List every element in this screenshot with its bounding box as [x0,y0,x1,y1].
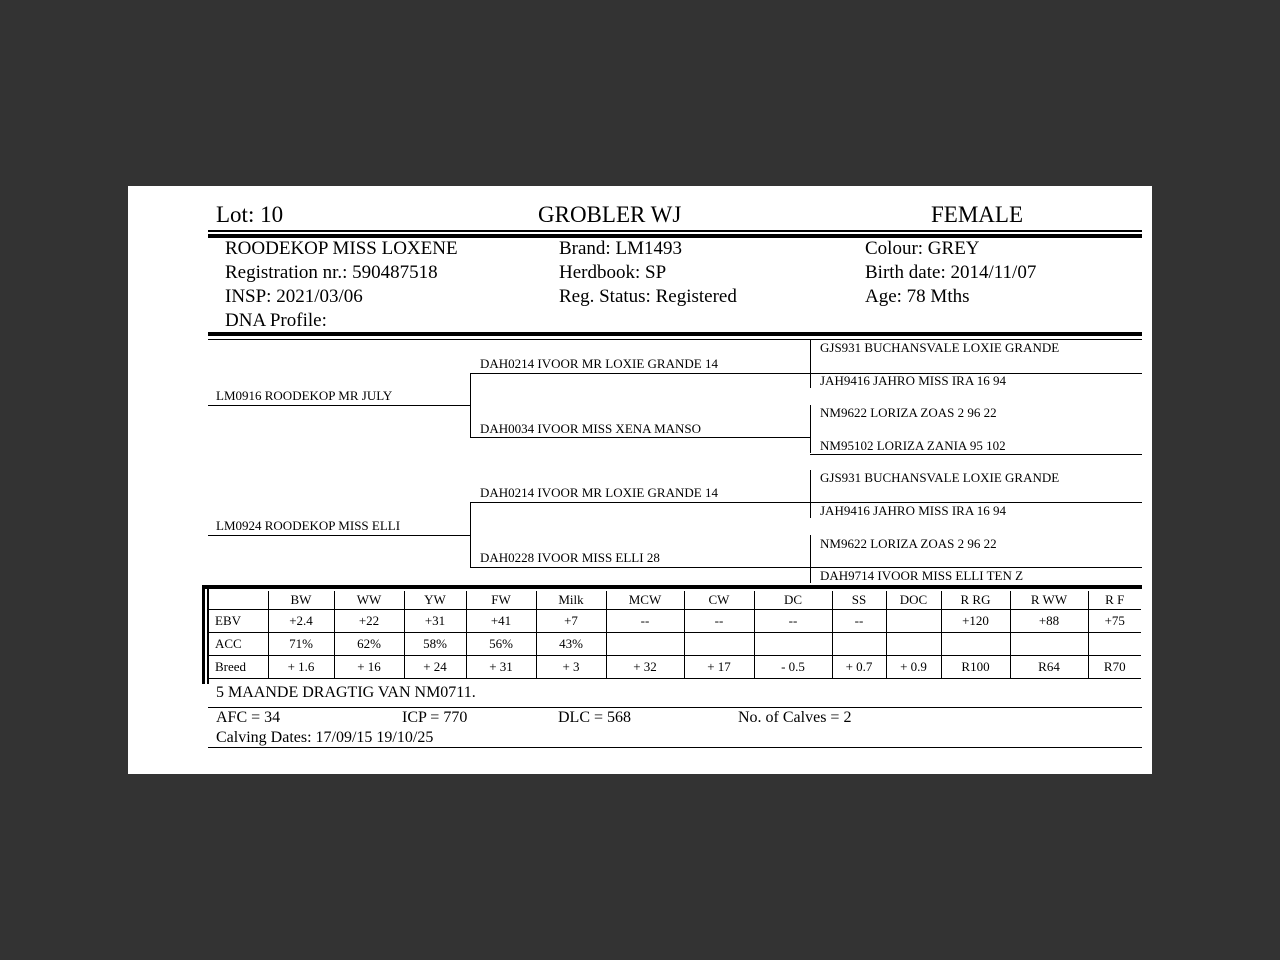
breed-cell: + 32 [606,656,684,679]
dam: LM0924 ROODEKOP MISS ELLI [216,518,401,533]
ebv-cell: +41 [466,610,536,633]
colour: Colour: GREY [865,238,980,259]
dam-dam: DAH0228 IVOOR MISS ELLI 28 [480,550,660,565]
sire-line [208,405,470,406]
info-rule-thick [208,332,1142,336]
ggp-bracket-3 [810,470,811,518]
ebv-row [209,610,1141,633]
remarks: 5 MAANDE DRAGTIG VAN NM0711. [216,684,476,701]
calving-dates: Calving Dates: 17/09/15 19/10/25 [216,729,434,746]
ebv-header-cell: FW [466,591,536,610]
ebv-header-cell: R WW [1010,591,1088,610]
ggp-7: NM9622 LORIZA ZOAS 2 96 22 [820,536,997,551]
ebv-header-cell: SS [832,591,886,610]
breed-cell: R70 [1088,656,1141,679]
registration-number: Registration nr.: 590487518 [225,262,438,283]
birth-date: Birth date: 2014/11/07 [865,262,1037,283]
breeder-name: GROBLER WJ [538,202,682,227]
breed-cell: + 1.6 [268,656,334,679]
herdbook: Herdbook: SP [559,262,667,283]
ebv-row-label: EBV [209,610,268,633]
ebv-cell: +2.4 [268,610,334,633]
ebv-cell: +88 [1010,610,1088,633]
ebv-header-cell: MCW [606,591,684,610]
breed-cell: + 3 [536,656,606,679]
acc-cell [886,633,941,656]
bottom-rule [208,747,1142,748]
ebv-cell: -- [606,610,684,633]
acc-cell: 43% [536,633,606,656]
ebv-rule-left-outer [202,585,205,684]
acc-cell: 62% [334,633,404,656]
ggp-4: NM95102 LORIZA ZANIA 95 102 [820,438,1006,453]
number-of-calves: No. of Calves = 2 [738,709,852,726]
ebv-cell: -- [832,610,886,633]
ggp-divider-2 [810,454,1142,455]
ggp-5: GJS931 BUCHANSVALE LOXIE GRANDE [820,470,1060,485]
ebv-header-cell: DOC [886,591,941,610]
ggp-bracket-4 [810,535,811,583]
inspection-date: INSP: 2021/03/06 [225,286,363,307]
ggp-2: JAH9416 JAHRO MISS IRA 16 94 [820,373,1006,388]
breed-cell: + 0.9 [886,656,941,679]
animal-name: ROODEKOP MISS LOXENE [225,238,458,259]
dam-sire: DAH0214 IVOOR MR LOXIE GRANDE 14 [480,485,718,500]
dam-sire-line [470,502,810,503]
acc-cell: 56% [466,633,536,656]
registration-status: Reg. Status: Registered [559,286,737,307]
ebv-header-cell: R F [1088,591,1141,610]
ebv-header-cell: Milk [536,591,606,610]
acc-cell [941,633,1010,656]
ebv-cell [886,610,941,633]
acc-row [209,633,1141,656]
ebv-header-cell: YW [404,591,466,610]
ebv-cell: +120 [941,610,1010,633]
ebv-cell: -- [684,610,754,633]
ggp-8: DAH9714 IVOOR MISS ELLI TEN Z [820,568,1024,583]
breed-cell: - 0.5 [754,656,832,679]
animal-sex: FEMALE [931,202,1023,227]
breed-row-label: Breed [209,656,268,679]
ebv-header-cell: BW [268,591,334,610]
acc-cell [1088,633,1141,656]
ggp-6: JAH9416 JAHRO MISS IRA 16 94 [820,503,1006,518]
ebv-cell: +7 [536,610,606,633]
age: Age: 78 Mths [865,286,970,307]
sire: LM0916 ROODEKOP MR JULY [216,388,393,403]
acc-cell [754,633,832,656]
ebv-header-cell: CW [684,591,754,610]
breed-cell: + 24 [404,656,466,679]
remarks-rule [208,707,1142,708]
acc-cell [606,633,684,656]
dam-bracket [470,502,471,567]
ebv-table [209,591,1141,679]
breed-row [209,656,1141,679]
breed-cell: + 16 [334,656,404,679]
sire-dam-line [470,437,810,438]
dam-line [208,535,470,536]
ebv-header-cell [209,591,268,610]
dlc: DLC = 568 [558,709,632,726]
dam-dam-line [470,567,810,568]
sire-bracket [470,373,471,438]
ebv-header-row [209,591,1141,610]
ebv-cell: +75 [1088,610,1141,633]
breed-cell: + 0.7 [832,656,886,679]
header-rule-thin [208,230,1142,232]
brand: Brand: LM1493 [559,238,682,259]
acc-cell [684,633,754,656]
ebv-header-cell: DC [754,591,832,610]
breed-cell: R64 [1010,656,1088,679]
dna-profile: DNA Profile: [225,310,327,331]
acc-cell [1010,633,1088,656]
ggp-3: NM9622 LORIZA ZOAS 2 96 22 [820,405,997,420]
acc-cell: 71% [268,633,334,656]
sire-dam: DAH0034 IVOOR MISS XENA MANSO [480,421,702,436]
ebv-cell: -- [754,610,832,633]
icp: ICP = 770 [402,709,468,726]
lot-number: Lot: 10 [216,202,284,227]
ggp-bracket-2 [810,405,811,453]
ebv-header-cell: R RG [941,591,1010,610]
ebv-header-cell: WW [334,591,404,610]
sire-sire: DAH0214 IVOOR MR LOXIE GRANDE 14 [480,356,718,371]
breed-cell: + 31 [466,656,536,679]
acc-cell [832,633,886,656]
ebv-cell: +22 [334,610,404,633]
ggp-bracket-1 [810,340,811,388]
ggp-1: GJS931 BUCHANSVALE LOXIE GRANDE [820,340,1060,355]
afc: AFC = 34 [216,709,281,726]
ebv-rule-top [202,585,1142,589]
sire-sire-line [470,373,810,374]
breed-cell: + 17 [684,656,754,679]
acc-cell: 58% [404,633,466,656]
breed-cell: R100 [941,656,1010,679]
lot-card [128,186,1152,774]
ebv-cell: +31 [404,610,466,633]
acc-row-label: ACC [209,633,268,656]
